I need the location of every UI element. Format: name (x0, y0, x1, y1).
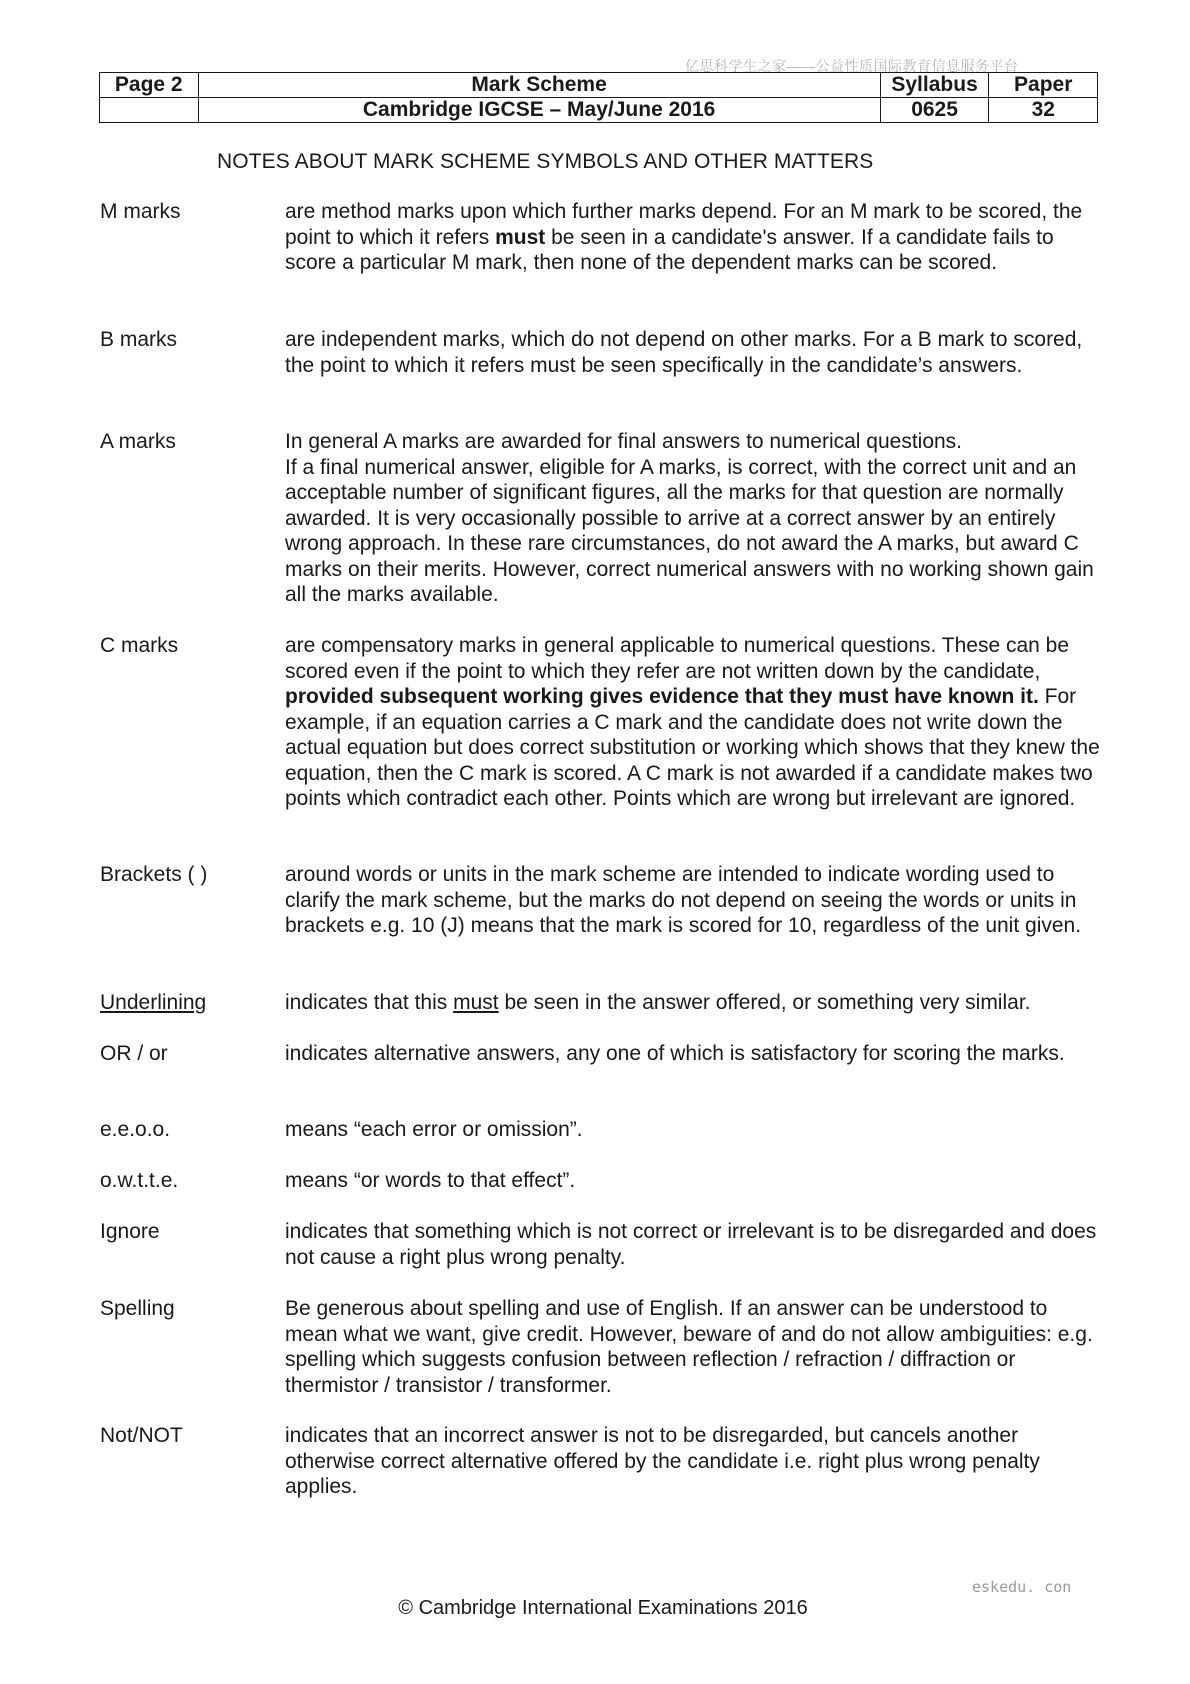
entry-term: o.w.t.t.e. (100, 1169, 179, 1192)
header-empty-cell (100, 98, 199, 123)
entry-term: M marks (100, 200, 181, 223)
entry-description: means “each error or omission”. (285, 1118, 583, 1141)
watermark-bottom: eskedu. con (972, 1578, 1072, 1596)
entry-term: OR / or (100, 1042, 168, 1065)
entry-description: Be generous about spelling and use of English. If an answer can be understood to mean what we want, give credit. However, beware of and do not allow ambiguities: e.g. spelling which suggests confusion between reflection / refraction / diffraction or thermistor / transistor / transformer. (285, 1297, 1093, 1397)
page-number: Page 2 (100, 73, 199, 98)
entry-description: are method marks upon which further marks depend. For an M mark to be scored, the point to which it refers must be seen in a candidate's answer. If a candidate fails to score a particular M mark, then none of the dependent marks can be scored. (285, 200, 1083, 274)
copyright-text: © Cambridge International Examinations 2016 (398, 1597, 808, 1619)
syllabus-value: 0625 (880, 98, 989, 123)
entry-term: Underlining (100, 991, 207, 1014)
entry-term: Not/NOT (100, 1424, 183, 1447)
watermark-top: 亿思科学生之家——公益性质国际教育信息服务平台 (685, 58, 1019, 74)
entry-description: are independent marks, which do not depend on other marks. For a B mark to scored, the point to which it refers must be seen specifically in the candidate’s answers. (285, 328, 1083, 377)
syllabus-label: Syllabus (880, 73, 989, 98)
entry-term: Brackets ( ) (100, 863, 208, 886)
entry-term: B marks (100, 328, 178, 351)
entry-description: around words or units in the mark scheme are intended to indicate wording used to clarify the mark scheme, but the marks do not depend on seeing the words or units in brackets e.g. 10 (J) means that the mark is scored for 10, regardless of the unit given. (285, 863, 1082, 937)
document-title: Mark Scheme (198, 73, 880, 98)
entry-description: indicates alternative answers, any one of which is satisfactory for scoring the marks. (285, 1042, 1065, 1065)
entry-term: Spelling (100, 1297, 175, 1320)
entry-description: indicates that something which is not correct or irrelevant is to be disregarded and does not cause a right plus wrong penalty. (285, 1220, 1097, 1269)
paper-label: Paper (989, 73, 1098, 98)
entry-term: A marks (100, 430, 176, 453)
entry-term: C marks (100, 634, 179, 657)
entry-description: indicates that an incorrect answer is not to be disregarded, but cancels another otherwise correct alternative offered by the candidate i.e. right plus wrong penalty applies. (285, 1424, 1040, 1498)
entry-description: In general A marks are awarded for final answers to numerical questions. If a final numerical answer, eligible for A marks, is correct, with the correct unit and an acceptable number of significant figures, all the marks for that question are normally awarded. It is very occasionally possible to arrive at a correct answer by an entirely wrong approach. In these rare circumstances, do not award the A marks, but award C marks on their merits. However, correct numerical answers with no working shown gain all the marks available. (285, 430, 1094, 606)
entry-term: e.e.o.o. (100, 1118, 171, 1141)
entry-description: indicates that this must be seen in the answer offered, or something very similar. (285, 991, 1031, 1014)
paper-value: 32 (989, 98, 1098, 123)
entry-description: are compensatory marks in general applicable to numerical questions. These can be scored even if the point to which they refer are not written down by the candidate, provided subsequent working gives evidence that they must have known it. For example, if an equation carries a C mark and the candidate does not write down the actual equation but does correct substitution or working which shows that they knew the equation, then the C mark is scored. A C mark is not awarded if a candidate makes two points which contradict each other. Points which are wrong but irrelevant are ignored. (285, 634, 1100, 810)
notes-title: NOTES ABOUT MARK SCHEME SYMBOLS AND OTHER MATTERS (217, 150, 874, 173)
footer (0, 1597, 1190, 1620)
entry-term: Ignore (100, 1220, 160, 1243)
entry-description: means “or words to that effect”. (285, 1169, 576, 1192)
document-subtitle: Cambridge IGCSE – May/June 2016 (198, 98, 880, 123)
header-table (99, 72, 1098, 123)
